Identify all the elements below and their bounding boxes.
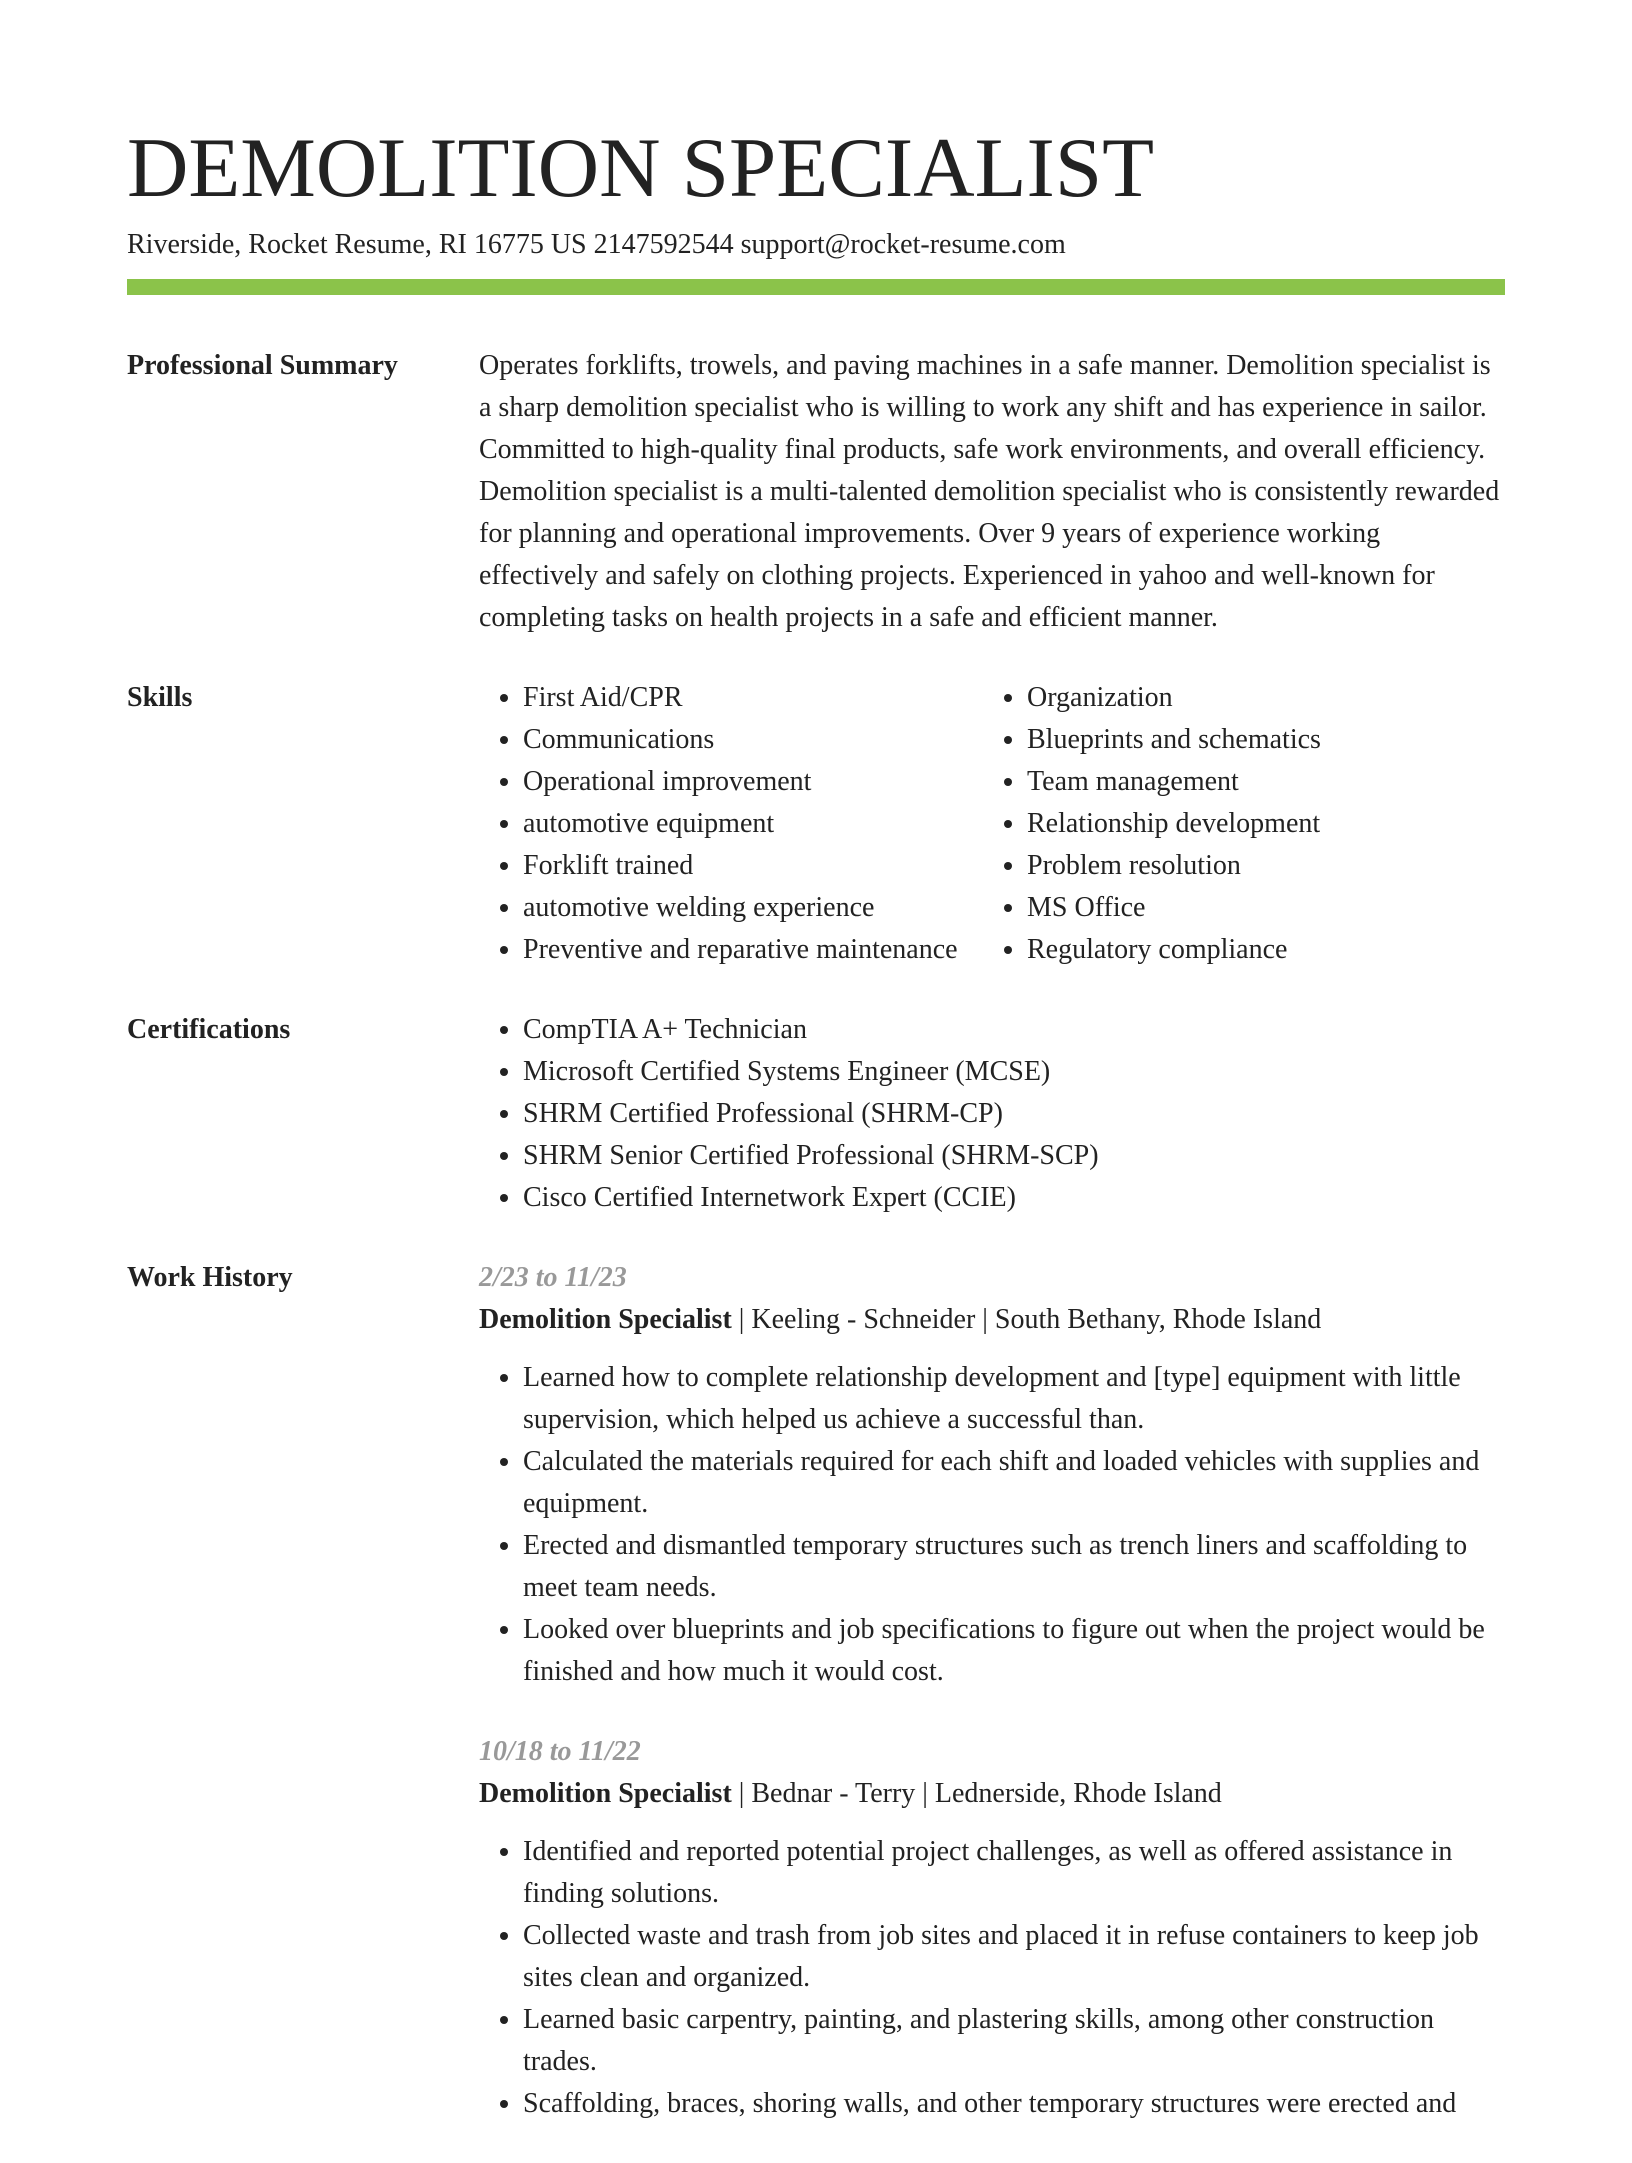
- certification-item: • SHRM Certified Professional (SHRM-CP): [523, 1093, 1505, 1135]
- section-label-summary: Professional Summary: [127, 350, 398, 381]
- candidate-title: DEMOLITION SPECIALIST: [127, 121, 1155, 215]
- skill-item: • Communications: [523, 719, 983, 761]
- job-heading: [479, 1299, 1505, 1341]
- skill-item: • Problem resolution: [1027, 845, 1505, 887]
- job-entry: [479, 1731, 1505, 2125]
- job-heading: [479, 1773, 1505, 1815]
- job-duty-item: • Erected and dismantled temporary structures such as trench liners and scaffolding to meet team needs.: [523, 1525, 1505, 1609]
- job-employer-location: | Keeling - Schneider | South Bethany, Rhode Island: [731, 1304, 1322, 1335]
- certifications-list: [479, 1009, 1505, 1219]
- job-entry: [479, 1257, 1505, 1693]
- skill-item: • Preventive and reparative maintenance: [523, 929, 983, 971]
- accent-divider: [127, 279, 1505, 295]
- section-label-certifications: Certifications: [127, 1014, 291, 1045]
- skill-item: • Relationship development: [1027, 803, 1505, 845]
- skill-item: • First Aid/CPR: [523, 677, 983, 719]
- skill-item: • automotive equipment: [523, 803, 983, 845]
- job-duties-list: [479, 1357, 1505, 1693]
- skills-section: [127, 677, 1505, 971]
- summary-section: [127, 345, 1505, 639]
- skills-list-left: [479, 677, 983, 971]
- job-duty-item: • Learned basic carpentry, painting, and plastering skills, among other construction trades.: [523, 1999, 1505, 2083]
- job-dates: 2/23 to 11/23: [479, 1262, 627, 1293]
- certification-item: • Microsoft Certified Systems Engineer (MCSE): [523, 1051, 1505, 1093]
- skill-item: • Organization: [1027, 677, 1505, 719]
- job-title: Demolition Specialist: [479, 1304, 732, 1335]
- skill-item: • MS Office: [1027, 887, 1505, 929]
- job-duties-list: [479, 1831, 1505, 2125]
- section-label-work-history: Work History: [127, 1262, 293, 1293]
- summary-text: Operates forklifts, trowels, and paving machines in a safe manner. Demolition specialist is a sharp demolition specialist who is willing to work any shift and has experience in sailor. Committed to high-quality final products, safe work environments, and overall efficiency. Demolition specialist is a multi-talented demolition specialist who is consistently rewarded for planning and operational improvements. Over 9 years of experience working effectively and safely on clothing projects. Experienced in yahoo and well-known for completing tasks on health projects in a safe and efficient manner.: [479, 350, 1500, 633]
- contact-line: Riverside, Rocket Resume, RI 16775 US 2147592544 support@rocket-resume.com: [127, 229, 1066, 260]
- job-duty-item: • Learned how to complete relationship development and [type] equipment with little supervision, which helped us achieve a successful than.: [523, 1357, 1505, 1441]
- job-duty-item: • Scaffolding, braces, shoring walls, and other temporary structures were erected and: [523, 2083, 1505, 2125]
- job-dates: 10/18 to 11/22: [479, 1736, 641, 1767]
- job-title: Demolition Specialist: [479, 1778, 732, 1809]
- resume-page: [127, 118, 1505, 2163]
- job-duty-item: • Collected waste and trash from job sites and placed it in refuse containers to keep job sites clean and organized.: [523, 1915, 1505, 1999]
- job-duty-item: • Looked over blueprints and job specifications to figure out when the project would be finished and how much it would cost.: [523, 1609, 1505, 1693]
- section-label-skills: Skills: [127, 682, 193, 713]
- skill-item: • Operational improvement: [523, 761, 983, 803]
- certifications-section: [127, 1009, 1505, 1219]
- work-history-section: [127, 1257, 1505, 2163]
- certification-item: • Cisco Certified Internetwork Expert (CCIE): [523, 1177, 1505, 1219]
- job-employer-location: | Bednar - Terry | Lednerside, Rhode Island: [731, 1778, 1222, 1809]
- skill-item: • Regulatory compliance: [1027, 929, 1505, 971]
- skill-item: • Forklift trained: [523, 845, 983, 887]
- job-duty-item: • Identified and reported potential project challenges, as well as offered assistance in finding solutions.: [523, 1831, 1505, 1915]
- skill-item: • automotive welding experience: [523, 887, 983, 929]
- certification-item: • SHRM Senior Certified Professional (SHRM-SCP): [523, 1135, 1505, 1177]
- skill-item: • Blueprints and schematics: [1027, 719, 1505, 761]
- skills-list-right: [983, 677, 1505, 971]
- certification-item: • CompTIA A+ Technician: [523, 1009, 1505, 1051]
- job-duty-item: • Calculated the materials required for each shift and loaded vehicles with supplies and equipment.: [523, 1441, 1505, 1525]
- skill-item: • Team management: [1027, 761, 1505, 803]
